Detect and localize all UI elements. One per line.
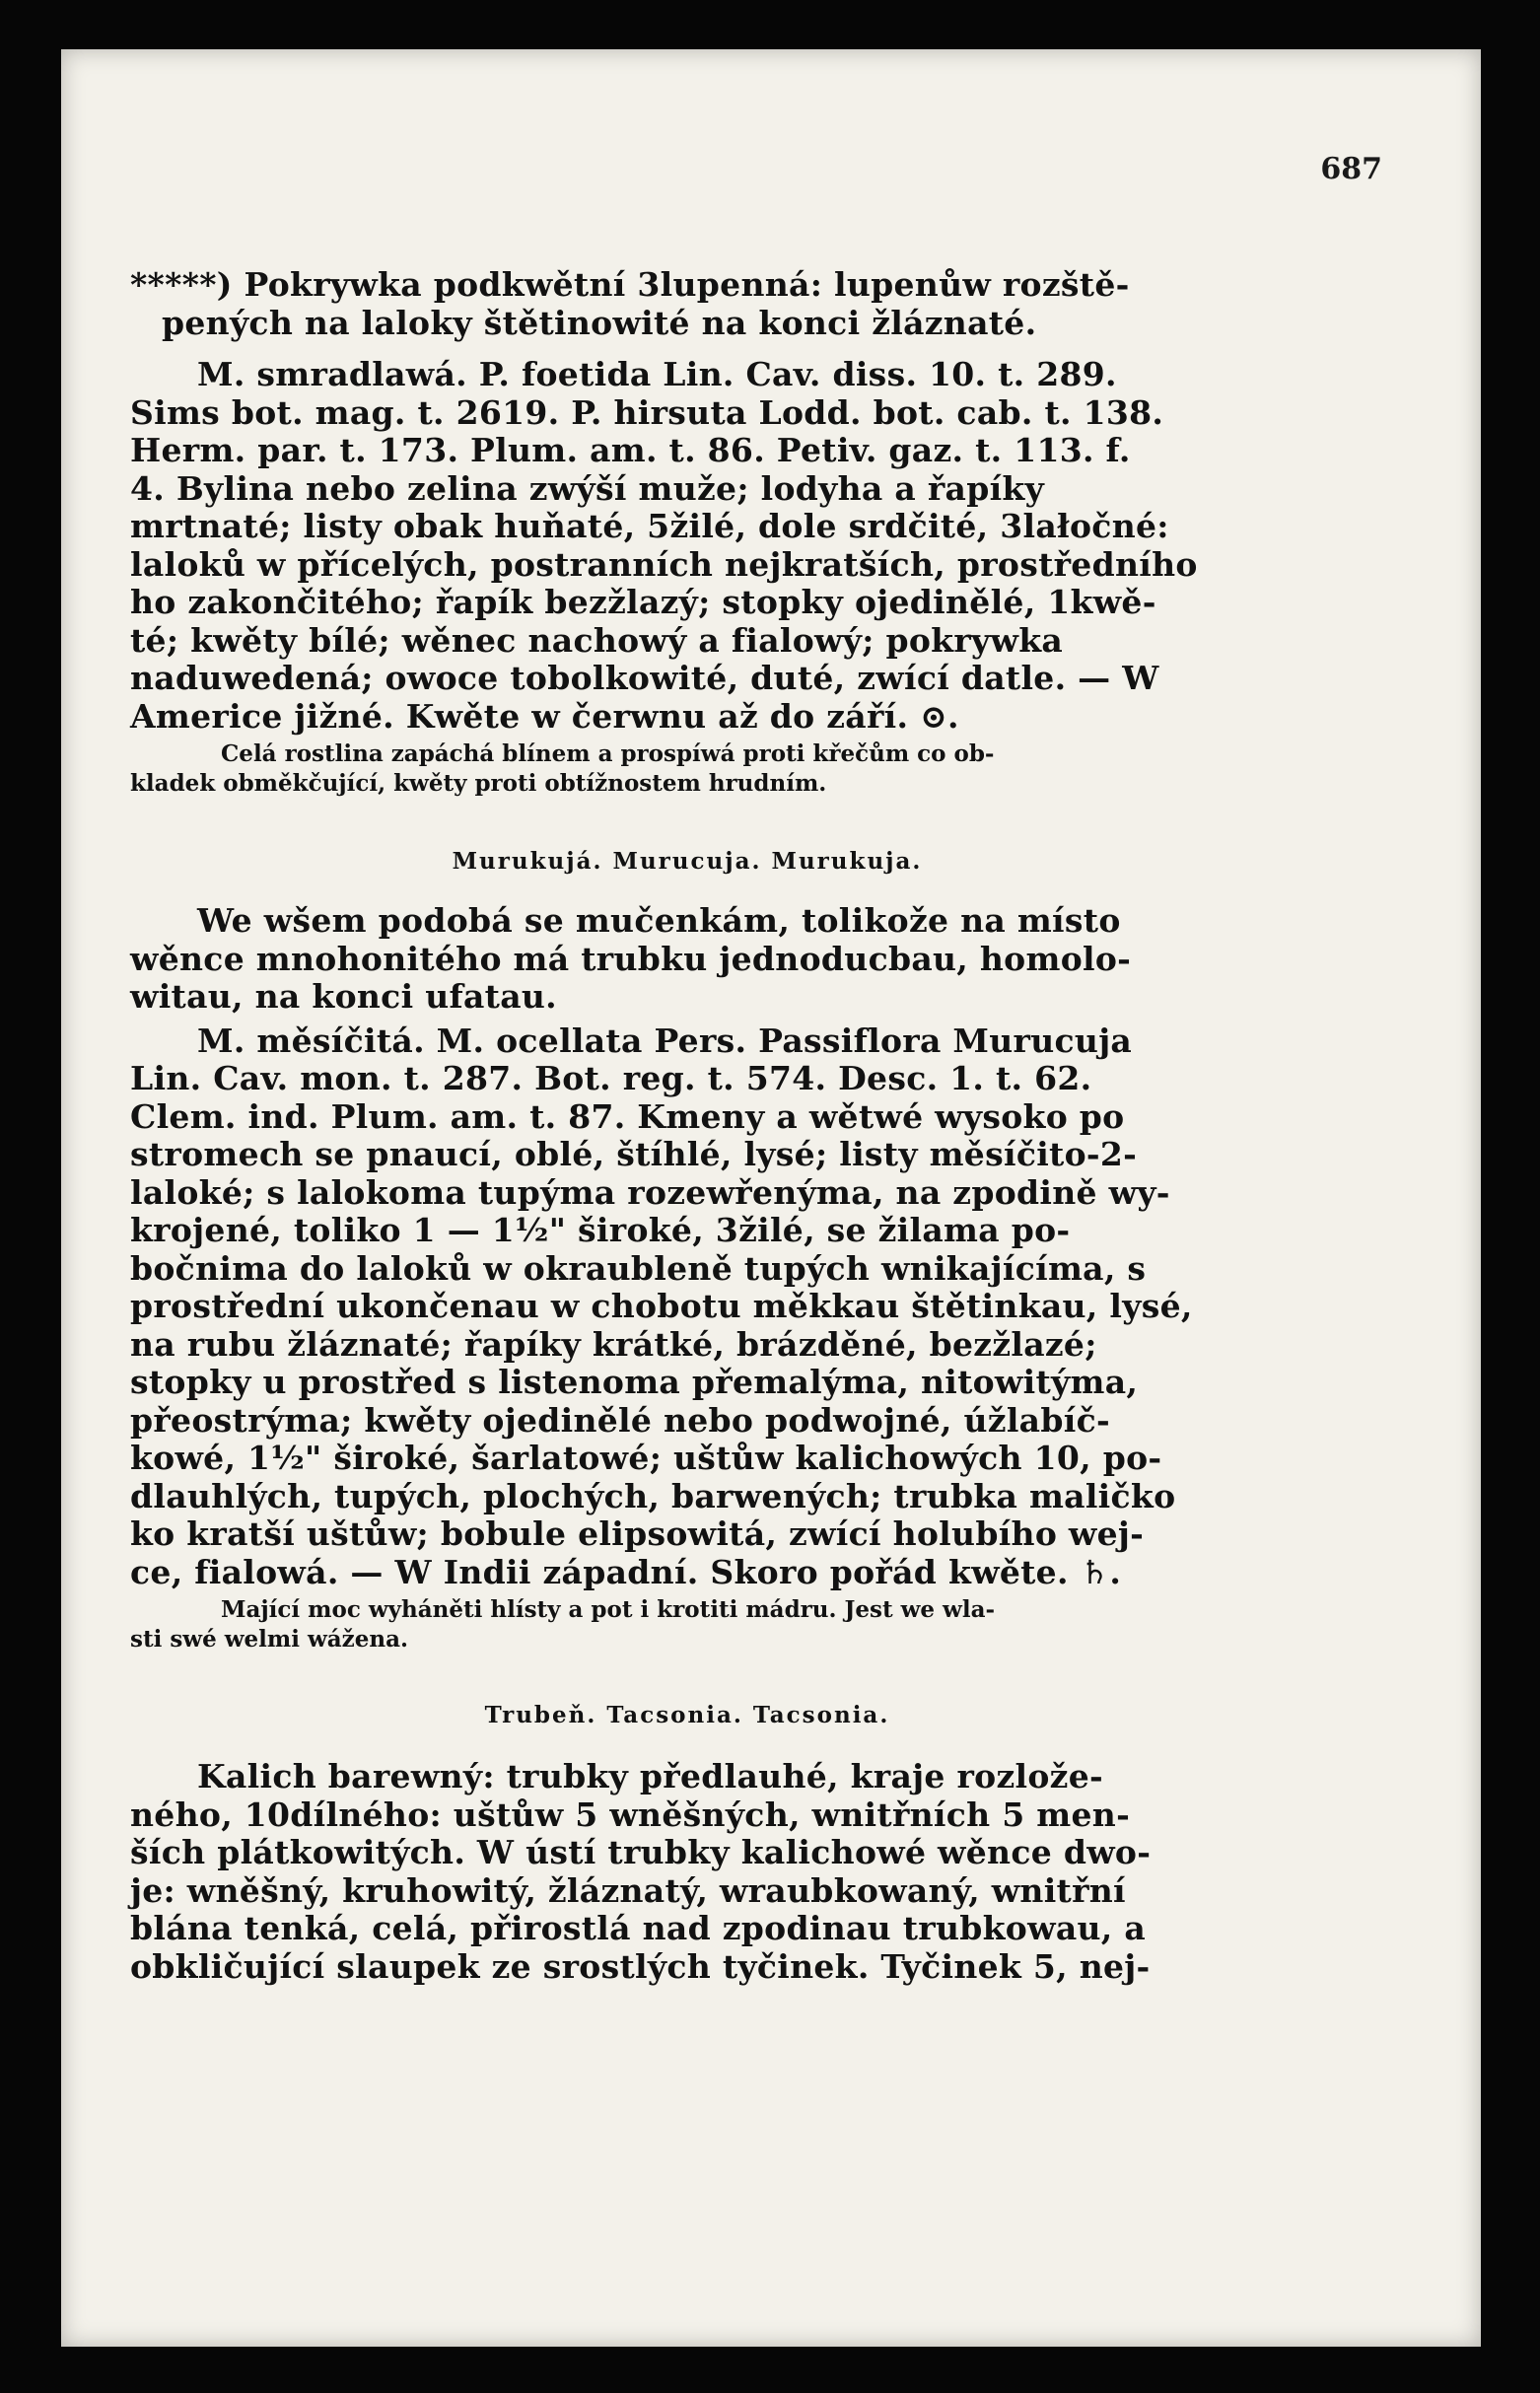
text-line: Celá rostlina zapáchá blínem a prospíwá proti křečům co ob- [221,740,995,767]
text-line: té; kwěty bílé; wěnec nachowý a fialowý; pokrywka [130,620,1064,660]
text-line: Lin. Cav. mon. t. 287. Bot. reg. t. 574. Desc. 1. t. 62. [130,1059,1092,1097]
text-line: ného, 10dílného: uštůw 5 wněšných, wnitřních 5 men- [130,1795,1131,1834]
genus-description-murucuja [130,902,1244,1017]
text-line: Americe jižné. Kwěte w čerwnu až do září. ⊙. [130,696,959,736]
text-line: stopky u prostřed s listenoma přemalýma, nitowitýma, [130,1363,1139,1401]
text-line: witau, na konci ufatau. [130,977,557,1016]
text-line: ce, fialowá. — W Indii západní. Skoro pořád kwěte. ♄. [130,1552,1122,1591]
text-line: je: wněšný, kruhowitý, žláznatý, wraubkowaný, wnitřní [130,1870,1126,1910]
page-number: 687 [1320,152,1382,186]
text-line: kladek obměkčující, kwěty proti obtížnostem hrudním. [130,770,827,797]
genus-heading-tacsonia: Trubeň. Tacsonia. Tacsonia. [484,1702,890,1728]
text-line: Clem. ind. Plum. am. t. 87. Kmeny a wětwé wysoko po [130,1096,1125,1136]
footnote-pokrywka [130,266,1244,342]
usage-note-foetida [130,739,1244,799]
species-foetida-paragraph [130,356,1244,736]
text-line: ko kratší uštůw; bobule elipsowitá, zwící holubího wej- [130,1514,1145,1553]
text-line: Herm. par. t. 173. Plum. am. t. 86. Petiv. gaz. t. 113. f. [130,431,1131,469]
text-line: laloké; s lalokoma tupýma rozewřenýma, na zpodině wy- [130,1172,1170,1212]
text-line: M. smradlawá. P. foetida Lin. Cav. diss. 10. t. 289. [197,355,1117,393]
text-line: wěnce mnohonitého má trubku jednoducbau, homolo- [130,939,1132,978]
text-line: pených na laloky štětinowité na konci žláznaté. [162,303,1037,342]
text-line: We wšem podobá se mučenkám, tolikože na místo [197,901,1121,940]
book-page [61,49,1481,2347]
species-ocellata-paragraph [130,1022,1244,1592]
text-line: na rubu žláznaté; řapíky krátké, brázděné, bezžlazé; [130,1324,1097,1364]
text-line: naduwedená; owoce tobolkowité, duté, zwící datle. — W [130,659,1159,697]
page-content [130,266,1244,1986]
text-line: krojené, toliko 1 — 1½" široké, 3žilé, se žilama po- [130,1211,1071,1249]
text-line: *****) Pokrywka podkwětní 3lupenná: lupenůw rozště- [130,265,1130,304]
text-line: mrtnaté; listy obak huňaté, 5žilé, dole srdčité, 3lałočné: [130,507,1169,545]
usage-note-ocellata [130,1595,1244,1654]
genus-heading-murucuja: Murukujá. Murucuja. Murukuja. [452,848,923,875]
text-line: bočnima do laloků w okraubleně tupých wnikajícíma, s [130,1248,1147,1288]
text-line: prostřední ukončenau w chobotu měkkau štětinkau, lysé, [130,1287,1193,1325]
text-line: sti swé welmi wážena. [130,1626,408,1653]
genus-description-tacsonia [130,1758,1244,1986]
text-line: ších plátkowitých. W ústí trubky kalichowé wěnce dwo- [130,1833,1152,1871]
text-line: přeostrýma; kwěty ojedinělé nebo podwojné, úžlabíč- [130,1400,1110,1440]
text-line: Kalich barewný: trubky předlauhé, kraje rozlože- [197,1757,1103,1795]
text-line: stromech se pnaucí, oblé, štíhlé, lysé; listy měsíčito-2- [130,1135,1138,1173]
text-line: blána tenká, celá, přirostlá nad zpodinau trubkowau, a [130,1909,1147,1947]
text-line: laloků w přícelých, postranních nejkratších, prostředního [130,544,1198,584]
text-line: obkličující slaupek ze srostlých tyčinek. Tyčinek 5, nej- [130,1946,1151,1986]
text-line: 4. Bylina nebo zelina zwýší muže; lodyha a řapíky [130,468,1045,508]
text-line: ho zakončitého; řapík bezžlazý; stopky ojedinělé, 1kwě- [130,583,1156,621]
text-line: dlauhlých, tupých, plochých, barwených; trubka maličko [130,1476,1176,1515]
text-line: Mající moc wyháněti hlísty a pot i krotiti mádru. Jest we wla- [221,1596,996,1623]
text-line: kowé, 1½" široké, šarlatowé; uštůw kalichowých 10, po- [130,1439,1162,1477]
text-line: Sims bot. mag. t. 2619. P. hirsuta Lodd. bot. cab. t. 138. [130,392,1164,432]
text-line: M. měsíčitá. M. ocellata Pers. Passiflora Murucuja [197,1021,1133,1060]
